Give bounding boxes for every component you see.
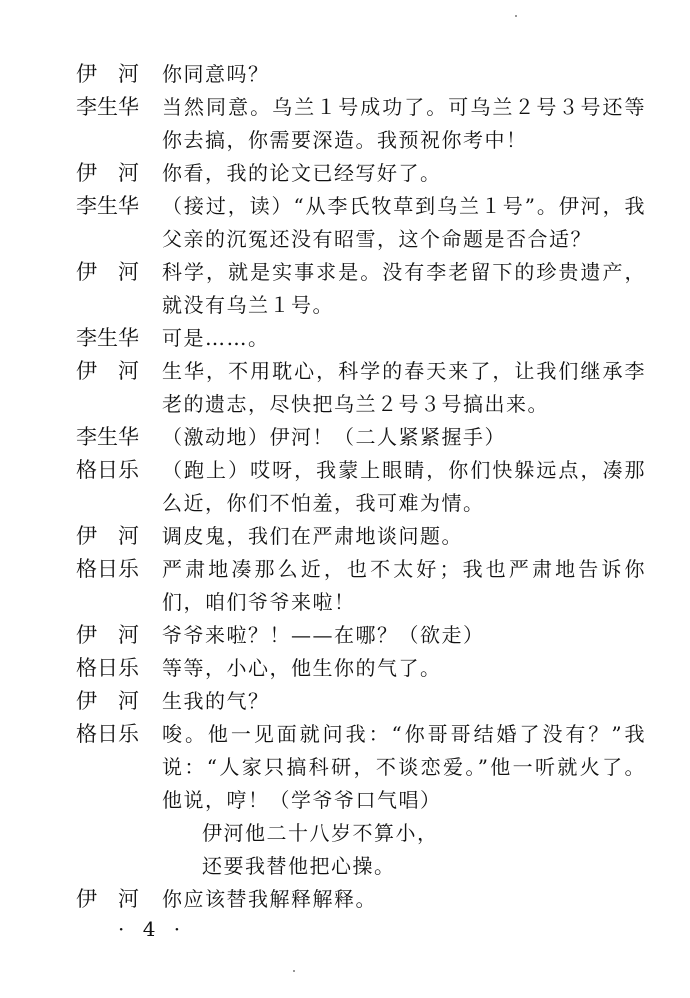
verse-line: 伊河他二十八岁不算小， — [202, 821, 439, 845]
dialogue-line — [76, 355, 646, 421]
speech-text: （激动地）伊河！（二人紧紧握手） — [162, 425, 506, 449]
speaker-name: 伊 河 — [76, 359, 139, 383]
speech-text — [162, 718, 646, 883]
speaker-name: 李生华 — [76, 95, 139, 119]
speaker-name: 伊 河 — [76, 161, 139, 185]
speaker-name: 格日乐 — [76, 656, 139, 680]
speech-text: 生华，不用耽心，科学的春天来了，让我们继承李老的遗志，尽快把乌兰２号３号搞出来。 — [162, 359, 646, 416]
speech-text: （接过，读）“从李氏牧草到乌兰１号”。伊河，我父亲的沉冤还没有昭雪，这个命题是否合适？ — [162, 194, 646, 251]
dialogue-line — [76, 91, 646, 157]
dialogue-line — [76, 652, 646, 685]
page-number: · 4 · — [118, 917, 187, 941]
dialogue-line — [76, 718, 646, 883]
speech-text-main: 唆。他一见面就问我：“你哥哥结婚了没有？”我说：“人家只搞科研，不谈恋爱。”他一听就火了。他说，哼！（学爷爷口气唱） — [162, 722, 646, 812]
speaker-name: 伊 河 — [76, 689, 139, 713]
speech-text: 严肃地凑那么近，也不太好；我也严肃地告诉你们，咱们爷爷来啦！ — [162, 557, 646, 614]
speech-text: 可是……。 — [162, 326, 270, 350]
dialogue-line — [76, 685, 646, 718]
speaker-name: 伊 河 — [76, 62, 139, 86]
speech-text: 爷爷来啦？！——在哪？（欲走） — [162, 623, 485, 647]
speaker-name: 李生华 — [76, 326, 139, 350]
speaker-name: 伊 河 — [76, 623, 139, 647]
speaker-name: 李生华 — [76, 425, 139, 449]
speaker-name: 李生华 — [76, 194, 139, 218]
speaker-name: 伊 河 — [76, 524, 139, 548]
speech-text: 你同意吗？ — [162, 62, 270, 86]
dialogue-line — [76, 619, 646, 652]
dialogue-line — [76, 520, 646, 553]
speaker-name: 伊 河 — [76, 887, 139, 911]
speaker-name: 格日乐 — [76, 557, 139, 581]
dialogue-line — [76, 883, 646, 916]
speaker-name: 伊 河 — [76, 260, 139, 284]
dialogue-line — [76, 553, 646, 619]
dialogue-line — [76, 454, 646, 520]
dialogue-line — [76, 157, 646, 190]
speech-text: 当然同意。乌兰１号成功了。可乌兰２号３号还等你去搞，你需要深造。我预祝你考中！ — [162, 95, 646, 152]
speech-text: 你看，我的论文已经写好了。 — [162, 161, 442, 185]
verse-line: 还要我替他把心操。 — [202, 854, 396, 878]
speaker-name: 格日乐 — [76, 722, 139, 746]
dialogue-line — [76, 322, 646, 355]
speech-text: 科学，就是实事求是。没有李老留下的珍贵遗产，就没有乌兰１号。 — [162, 260, 646, 317]
speech-text: 等等，小心，他生你的气了。 — [162, 656, 442, 680]
speech-text: （跑上）哎呀，我蒙上眼睛，你们快躲远点，凑那么近，你们不怕羞，我可难为情。 — [162, 458, 646, 515]
dialogue-line — [76, 58, 646, 91]
dialogue-line — [76, 256, 646, 322]
paper-speck — [293, 970, 295, 972]
speech-text: 生我的气？ — [162, 689, 270, 713]
dialogue-line — [76, 190, 646, 256]
paper-speck — [515, 15, 517, 17]
speech-text: 你应该替我解释解释。 — [162, 887, 377, 911]
script-dialogue — [76, 58, 646, 916]
speech-text: 调皮鬼，我们在严肃地谈问题。 — [162, 524, 463, 548]
speaker-name: 格日乐 — [76, 458, 139, 482]
dialogue-line — [76, 421, 646, 454]
